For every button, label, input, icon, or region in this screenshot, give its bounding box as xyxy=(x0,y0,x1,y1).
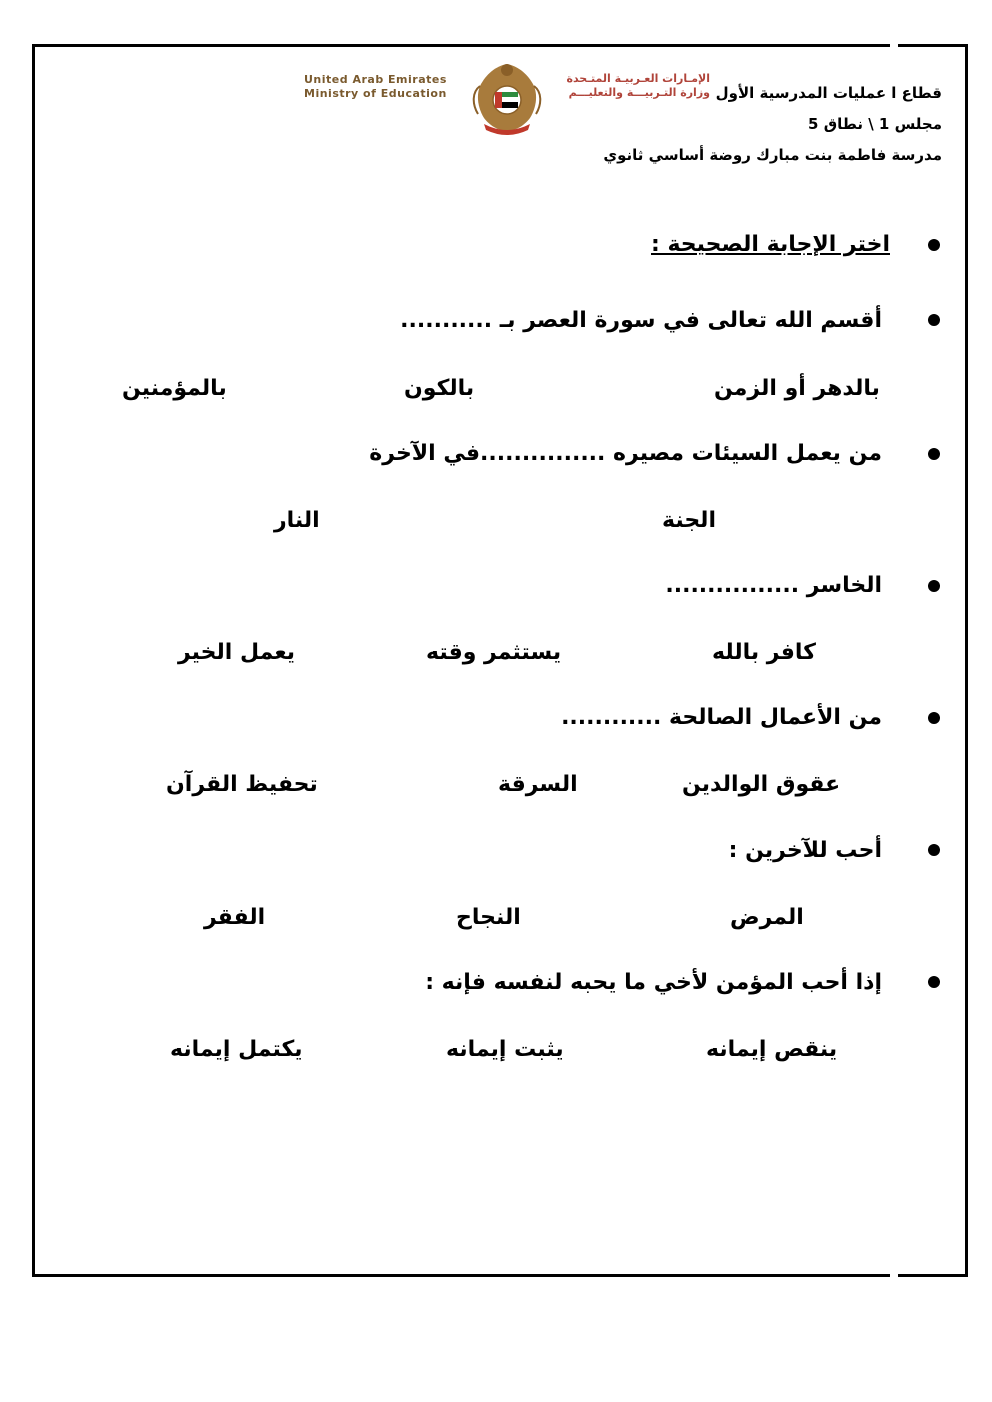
option-5-c: الفقر xyxy=(204,905,266,930)
bullet-icon xyxy=(928,580,940,592)
border-gap xyxy=(890,42,898,49)
option-3-c: يعمل الخير xyxy=(178,640,296,665)
option-1-c: بالمؤمنين xyxy=(122,376,227,401)
uae-emblem-icon xyxy=(466,56,548,138)
question-6: إذا أحب المؤمن لأخي ما يحبه لنفسه فإنه : xyxy=(425,970,882,995)
bullet-icon xyxy=(928,844,940,856)
bullet-icon xyxy=(928,448,940,460)
option-4-a: عقوق الوالدين xyxy=(682,772,841,797)
option-3-a: كافر بالله xyxy=(712,640,816,665)
option-2-a: الجنة xyxy=(662,508,716,533)
question-4: من الأعمال الصالحة ............ xyxy=(561,705,882,730)
option-1-b: بالكون xyxy=(404,376,475,401)
option-1-a: بالدهر أو الزمن xyxy=(714,376,880,401)
page-title: اختر الإجابة الصحيحة : xyxy=(651,232,890,257)
option-4-b: السرقة xyxy=(498,772,578,797)
option-5-a: المرض xyxy=(730,905,804,930)
option-6-b: يثبت إيمانه xyxy=(446,1037,564,1062)
ministry-name-ar: الإمـارات العـربيـة المتـحدة وزارة التـربيـــة والتعليـــم xyxy=(566,72,710,99)
bullet-icon xyxy=(928,239,940,251)
option-5-b: النجاح xyxy=(456,905,521,930)
sector-line: قطاع ا عمليات المدرسية الأول xyxy=(715,84,942,102)
border-gap xyxy=(890,1273,898,1280)
option-3-b: يستثمر وقته xyxy=(426,640,562,665)
bullet-icon xyxy=(928,314,940,326)
question-2: من يعمل السيئات مصيره ...............في الآخرة xyxy=(369,441,882,466)
option-2-b: النار xyxy=(274,508,320,533)
school-line: مدرسة فاطمة بنت مبارك روضة أساسي ثانوي xyxy=(603,146,942,164)
option-6-a: ينقص إيمانه xyxy=(706,1037,838,1062)
question-1: أقسم الله تعالى في سورة العصر بـ ........... xyxy=(400,308,882,333)
ministry-name-en: United Arab Emirates Ministry of Education xyxy=(304,73,447,100)
option-6-c: يكتمل إيمانه xyxy=(170,1037,303,1062)
bullet-icon xyxy=(928,712,940,724)
question-3: الخاسر ................ xyxy=(665,573,882,598)
bullet-icon xyxy=(928,976,940,988)
question-5: أحب للآخرين : xyxy=(728,838,882,863)
council-line: مجلس 1 \ نطاق 5 xyxy=(808,115,942,133)
option-4-c: تحفيظ القرآن xyxy=(166,772,318,797)
